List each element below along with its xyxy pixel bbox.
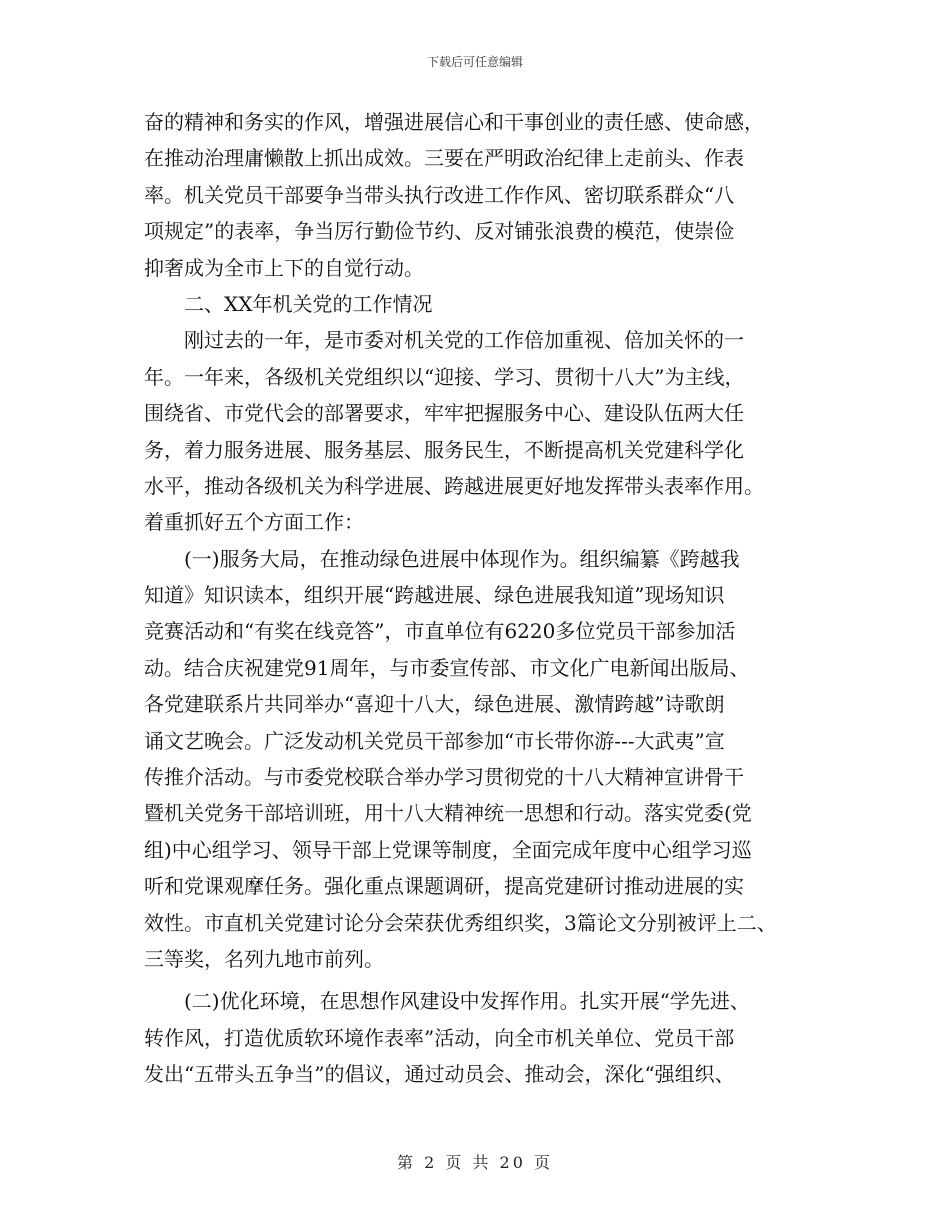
- text-line: 各党建联系片共同举办“喜迎十八大，绿色进展、激情跨越”诗歌朗: [144, 692, 725, 717]
- text-line: 听和党课观摩任务。强化重点课题调研，提高党建研讨推动进展的实: [144, 874, 744, 899]
- text-line: 抑奢成为全市上下的自觉行动。: [144, 255, 424, 280]
- text-line: 诵文艺晚会。广泛发动机关党员干部参加“市长带你游---大武夷”宣: [144, 728, 725, 753]
- section-heading: 二、XX年机关党的工作情况: [144, 291, 433, 316]
- text-line: 发出“五带头五争当”的倡议，通过动员会、推动会，深化“强组织、: [144, 1062, 735, 1087]
- text-line: 在推动治理庸懒散上抓出成效。三要在严明政治纪律上走前头、作表: [144, 146, 744, 171]
- document-body: [144, 104, 816, 1093]
- text-line: 效性。市直机关党建讨论分会荣获优秀组织奖，3篇论文分别被评上二、: [144, 910, 777, 935]
- text-line: 动。结合庆祝建党91周年，与市委宣传部、市文化广电新闻出版局、: [144, 655, 750, 680]
- text-line: 组)中心组学习、领导干部上党课等制度，全面完成年度中心组学习巡: [144, 837, 752, 862]
- text-line: 奋的精神和务实的作风，增强进展信心和干事创业的责任感、使命感，: [144, 110, 764, 134]
- text-line: 年。一年来，各级机关党组织以“迎接、学习、贯彻十八大”为主线，: [144, 364, 745, 389]
- text-line: 知道》知识读本，组织开展“跨越进展、绿色进展我知道”现场知识: [144, 583, 725, 608]
- page-number-footer: 第 2 页 共 20 页: [397, 1153, 553, 1172]
- text-line: 刚过去的一年，是市委对机关党的工作倍加重视、倍加关怀的一: [144, 328, 744, 353]
- text-line: 项规定”的表率，争当厉行勤俭节约、反对铺张浪费的模范，使崇俭: [144, 219, 735, 244]
- text-line: (一)服务大局，在推动绿色进展中体现作为。组织编纂《跨越我: [144, 546, 740, 571]
- text-line: 传推介活动。与市委党校联合举办学习贯彻党的十八大精神宣讲骨干: [144, 765, 744, 790]
- text-line: 围绕省、市党代会的部署要求，牢牢把握服务中心、建设队伍两大任: [144, 401, 744, 426]
- text-line: 三等奖，名列九地市前列。: [144, 946, 384, 971]
- text-line: 水平，推动各级机关为科学进展、跨越进展更好地发挥带头表率作用。: [144, 473, 764, 498]
- text-line: 着重抓好五个方面工作：: [144, 510, 364, 535]
- text-line: 务，着力服务进展、服务基层、服务民生，不断提高机关党建科学化: [144, 437, 744, 462]
- page-header: 下载后可任意编辑: [426, 55, 523, 69]
- text-line: 竞赛活动和“有奖在线竞答”，市直单位有6220多位党员干部参加活: [144, 619, 736, 644]
- text-line: 转作风，打造优质软环境作表率”活动，向全市机关单位、党员干部: [144, 1025, 735, 1050]
- text-line: (二)优化环境，在思想作风建设中发挥作用。扎实开展“学先进、: [144, 989, 750, 1014]
- text-line: 暨机关党务干部培训班，用十八大精神统一思想和行动。落实党委(党: [144, 801, 752, 826]
- text-line: 率。机关党员干部要争当带头执行改进工作作风、密切联系群众“八: [144, 182, 735, 207]
